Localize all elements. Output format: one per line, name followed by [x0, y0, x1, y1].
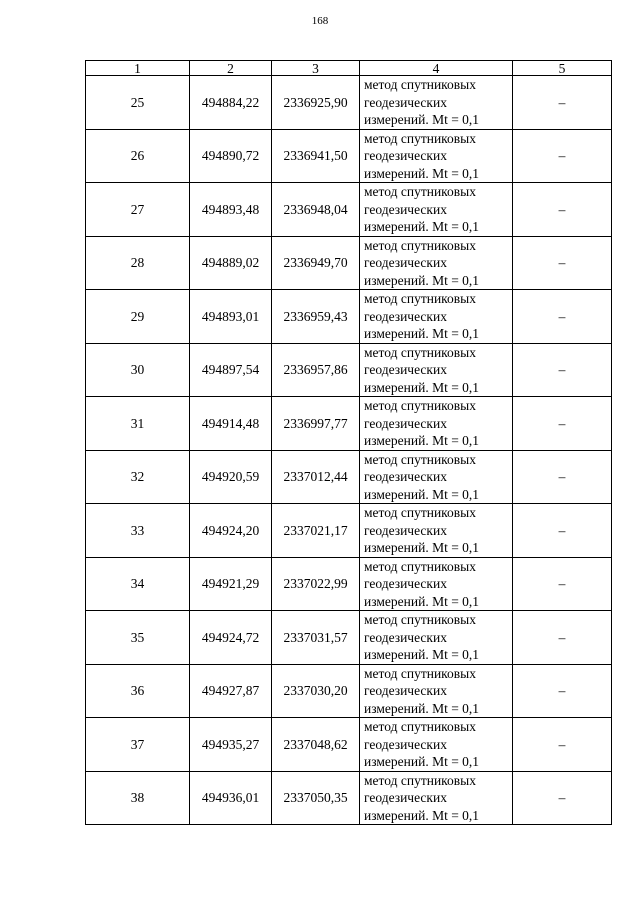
- table-row: [86, 76, 612, 130]
- x-coordinate-cell: 494920,59: [190, 450, 272, 504]
- note-cell: –: [513, 343, 612, 397]
- page-number: 168: [311, 15, 329, 27]
- x-coordinate-cell: 494889,02: [190, 236, 272, 290]
- point-number-cell: 36: [86, 664, 190, 718]
- column-header-1: 1: [86, 61, 190, 76]
- x-coordinate-cell: 494893,48: [190, 183, 272, 237]
- y-coordinate-cell: 2337030,20: [272, 664, 360, 718]
- method-description-cell: метод спутниковых геодезических измерений. Mt = 0,1: [360, 76, 513, 130]
- table-row: [86, 718, 612, 772]
- x-coordinate-cell: 494924,20: [190, 504, 272, 558]
- note-cell: –: [513, 771, 612, 825]
- note-cell: –: [513, 557, 612, 611]
- table-row: [86, 664, 612, 718]
- point-number-cell: 27: [86, 183, 190, 237]
- table-row: [86, 771, 612, 825]
- note-cell: –: [513, 718, 612, 772]
- method-description-cell: метод спутниковых геодезических измерений. Mt = 0,1: [360, 236, 513, 290]
- y-coordinate-cell: 2337021,17: [272, 504, 360, 558]
- y-coordinate-cell: 2337031,57: [272, 611, 360, 665]
- point-number-cell: 30: [86, 343, 190, 397]
- table-row: [86, 343, 612, 397]
- method-description-cell: метод спутниковых геодезических измерений. Mt = 0,1: [360, 129, 513, 183]
- table-row: [86, 236, 612, 290]
- y-coordinate-cell: 2337050,35: [272, 771, 360, 825]
- note-cell: –: [513, 397, 612, 451]
- method-description-cell: метод спутниковых геодезических измерений. Mt = 0,1: [360, 290, 513, 344]
- y-coordinate-cell: 2337048,62: [272, 718, 360, 772]
- x-coordinate-cell: 494924,72: [190, 611, 272, 665]
- y-coordinate-cell: 2336949,70: [272, 236, 360, 290]
- point-number-cell: 29: [86, 290, 190, 344]
- y-coordinate-cell: 2337012,44: [272, 450, 360, 504]
- method-description-cell: метод спутниковых геодезических измерений. Mt = 0,1: [360, 611, 513, 665]
- method-description-cell: метод спутниковых геодезических измерений. Mt = 0,1: [360, 718, 513, 772]
- x-coordinate-cell: 494936,01: [190, 771, 272, 825]
- point-number-cell: 31: [86, 397, 190, 451]
- table-row: [86, 557, 612, 611]
- column-header-2: 2: [190, 61, 272, 76]
- x-coordinate-cell: 494897,54: [190, 343, 272, 397]
- x-coordinate-cell: 494890,72: [190, 129, 272, 183]
- y-coordinate-cell: 2336941,50: [272, 129, 360, 183]
- method-description-cell: метод спутниковых геодезических измерений. Mt = 0,1: [360, 557, 513, 611]
- note-cell: –: [513, 183, 612, 237]
- x-coordinate-cell: 494914,48: [190, 397, 272, 451]
- point-number-cell: 26: [86, 129, 190, 183]
- method-description-cell: метод спутниковых геодезических измерений. Mt = 0,1: [360, 343, 513, 397]
- note-cell: –: [513, 290, 612, 344]
- y-coordinate-cell: 2336925,90: [272, 76, 360, 130]
- column-header-4: 4: [360, 61, 513, 76]
- point-number-cell: 34: [86, 557, 190, 611]
- method-description-cell: метод спутниковых геодезических измерений. Mt = 0,1: [360, 664, 513, 718]
- point-number-cell: 38: [86, 771, 190, 825]
- point-number-cell: 25: [86, 76, 190, 130]
- table-body: [86, 76, 612, 825]
- point-number-cell: 33: [86, 504, 190, 558]
- note-cell: –: [513, 450, 612, 504]
- y-coordinate-cell: 2336959,43: [272, 290, 360, 344]
- note-cell: –: [513, 611, 612, 665]
- point-number-cell: 32: [86, 450, 190, 504]
- coordinates-table: [85, 60, 612, 825]
- x-coordinate-cell: 494927,87: [190, 664, 272, 718]
- point-number-cell: 37: [86, 718, 190, 772]
- method-description-cell: метод спутниковых геодезических измерений. Mt = 0,1: [360, 450, 513, 504]
- column-header-5: 5: [513, 61, 612, 76]
- x-coordinate-cell: 494935,27: [190, 718, 272, 772]
- note-cell: –: [513, 129, 612, 183]
- y-coordinate-cell: 2336997,77: [272, 397, 360, 451]
- table-row: [86, 397, 612, 451]
- table-header-row: [86, 61, 612, 76]
- table-row: [86, 504, 612, 558]
- x-coordinate-cell: 494921,29: [190, 557, 272, 611]
- table-row: [86, 129, 612, 183]
- table-row: [86, 183, 612, 237]
- table-row: [86, 290, 612, 344]
- y-coordinate-cell: 2336948,04: [272, 183, 360, 237]
- method-description-cell: метод спутниковых геодезических измерений. Mt = 0,1: [360, 771, 513, 825]
- x-coordinate-cell: 494884,22: [190, 76, 272, 130]
- x-coordinate-cell: 494893,01: [190, 290, 272, 344]
- note-cell: –: [513, 236, 612, 290]
- note-cell: –: [513, 664, 612, 718]
- y-coordinate-cell: 2337022,99: [272, 557, 360, 611]
- method-description-cell: метод спутниковых геодезических измерений. Mt = 0,1: [360, 397, 513, 451]
- method-description-cell: метод спутниковых геодезических измерений. Mt = 0,1: [360, 183, 513, 237]
- point-number-cell: 35: [86, 611, 190, 665]
- table-row: [86, 450, 612, 504]
- point-number-cell: 28: [86, 236, 190, 290]
- note-cell: –: [513, 504, 612, 558]
- table-row: [86, 611, 612, 665]
- y-coordinate-cell: 2336957,86: [272, 343, 360, 397]
- method-description-cell: метод спутниковых геодезических измерений. Mt = 0,1: [360, 504, 513, 558]
- note-cell: –: [513, 76, 612, 130]
- column-header-3: 3: [272, 61, 360, 76]
